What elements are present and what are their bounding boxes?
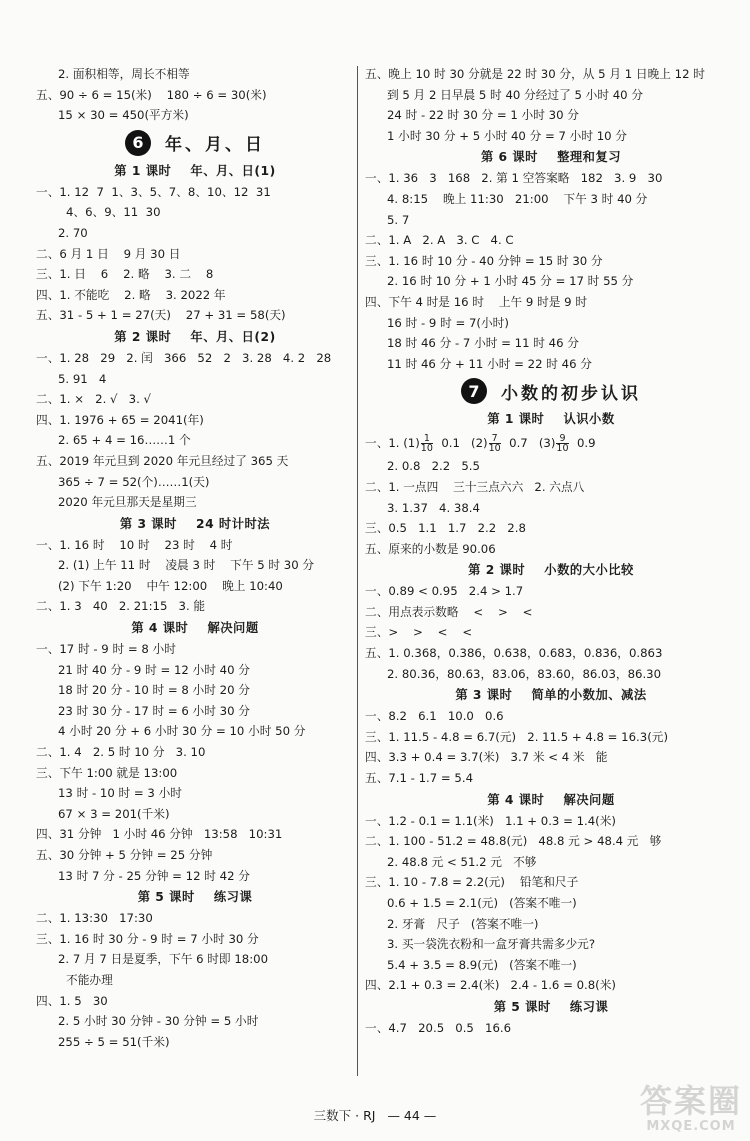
lesson-title: 第 1 课时 年、月、日(1) [114, 163, 276, 178]
answer-line: 五、原来的小数是 90.06 [365, 541, 496, 556]
book-code: 三数下 · RJ [313, 1108, 376, 1123]
unit-number-badge: 7 [461, 378, 487, 404]
answer-line: 2. 48.8 元 < 51.2 元 不够 [387, 854, 537, 869]
fraction-denominator: 10 [420, 443, 433, 455]
answer-line: 一、4.7 20.5 0.5 16.6 [365, 1020, 512, 1035]
lesson-title: 第 3 课时 简单的小数加、减法 [455, 688, 647, 703]
answer-line: 一、1.2 - 0.1 = 1.1(米) 1.1 + 0.3 = 1.4(米) [365, 813, 616, 828]
answer-line: 3. 1.37 4. 38.4 [387, 500, 480, 515]
fraction-line-text: 0.7 (3) [501, 436, 556, 451]
lesson-title: 第 5 课时 练习课 [137, 890, 253, 905]
lesson-title: 第 1 课时 认识小数 [487, 412, 615, 427]
fraction-denominator: 10 [556, 443, 569, 455]
answer-line: 2. 5 小时 30 分钟 - 30 分钟 = 5 小时 [58, 1014, 259, 1029]
answer-line: 三、0.5 1.1 1.7 2.2 2.8 [365, 521, 526, 536]
answer-line: 一、1. 36 3 168 2. 第 1 空答案略 182 3. 9 30 [365, 171, 663, 186]
answer-line: 5. 7 [387, 212, 410, 227]
fraction [489, 434, 501, 454]
fraction-answer-line [365, 430, 737, 456]
answer-line: 三、1. 16 时 10 分 - 40 分钟 = 15 时 30 分 [365, 253, 603, 268]
answer-line: 2. 80.36，80.63，83.06，83.60，86.03，86.30 [387, 666, 662, 681]
fraction [556, 434, 568, 454]
answer-line: 三、> > < < [365, 625, 473, 640]
answer-line: 255 ÷ 5 = 51(千米) [58, 1034, 170, 1049]
answer-line: 五、1. 0.368，0.386，0.638，0.683，0.836，0.863 [365, 646, 663, 661]
answer-line: 24 时 - 22 时 30 分 = 1 小时 30 分 [387, 108, 579, 123]
fraction-line-text: 0.9 [569, 436, 596, 451]
fraction-numerator: 9 [559, 432, 566, 444]
watermark-text: 答案圈 [639, 1082, 742, 1120]
fraction [421, 434, 433, 454]
answer-line: 二、1. 一点四 三十三点六六 2. 六点八 [365, 479, 585, 494]
answer-line: 五、2019 年元旦到 2020 年元旦经过了 365 天 [36, 453, 289, 468]
answer-line: 三、1. 11.5 - 4.8 = 6.7(元) 2. 11.5 + 4.8 = 16.3(元) [365, 729, 669, 744]
answer-line: 四、3.3 + 0.4 = 3.7(米) 3.7 米 < 4 米 能 [365, 750, 608, 765]
answer-line: 23 时 30 分 - 17 时 = 6 小时 30 分 [58, 703, 250, 718]
unit-title: 年、月、日 [165, 135, 265, 156]
answer-line: 2020 年元旦那天是星期三 [58, 495, 197, 510]
answer-line: 三、1. 10 - 7.8 = 2.2(元) 铅笔和尺子 [365, 875, 579, 890]
answer-line: 一、1. 28 29 2. 闰 366 52 2 3. 28 4. 2 28 [36, 350, 332, 365]
answer-line: 三、1. 16 时 30 分 - 9 时 = 7 小时 30 分 [36, 931, 259, 946]
fraction-denominator: 10 [488, 443, 501, 455]
answer-line: 4、6、9、11 30 [66, 205, 161, 220]
unit-7-header [365, 374, 737, 408]
answer-line: 二、用点表示数略 < > < [365, 604, 533, 619]
lesson-title: 第 4 课时 解决问题 [487, 792, 615, 807]
answer-line: 一、1. 12 7 1、3、5、7、8、10、12 31 [36, 184, 271, 199]
fraction-numerator: 1 [423, 432, 430, 444]
answer-line: 到 5 月 2 日早晨 5 时 40 分经过了 5 小时 40 分 [387, 87, 644, 102]
right-column [365, 64, 737, 1039]
answer-line: 一、8.2 6.1 10.0 0.6 [365, 709, 504, 724]
answer-line: 16 时 - 9 时 = 7(小时) [387, 315, 509, 330]
answer-line: 五、晚上 10 时 30 分就是 22 时 30 分，从 5 月 1 日晚上 12 时 [365, 67, 705, 81]
answer-line: 2. 面积相等，周长不相等 [58, 67, 190, 81]
answer-line: 二、1. 100 - 51.2 = 48.8(元) 48.8 元 > 48.4 元 够 [365, 834, 662, 849]
answer-line: 二、1. A 2. A 3. C 4. C [365, 233, 514, 248]
lesson-title: 第 4 课时 解决问题 [131, 621, 259, 636]
answer-line: 四、1. 1976 + 65 = 2041(年) [36, 412, 204, 427]
answer-line: 四、2.1 + 0.3 = 2.4(米) 2.4 - 1.6 = 0.8(米) [365, 978, 616, 993]
answer-line: 二、1. 13:30 17:30 [36, 911, 153, 926]
lesson-title: 第 2 课时 小数的大小比较 [468, 563, 634, 578]
fraction-line-text: 0.1 (2) [433, 436, 488, 451]
answer-line: 5.4 + 3.5 = 8.9(元) (答案不唯一) [387, 957, 577, 972]
answer-line: 五、90 ÷ 6 = 15(米) 180 ÷ 6 = 30(米) [36, 87, 267, 102]
watermark-url: MXQE.COM [646, 1119, 736, 1134]
answer-line: 四、1. 5 30 [36, 993, 108, 1008]
answer-line: 二、1. 4 2. 5 时 10 分 3. 10 [36, 745, 206, 760]
page-footer [0, 1106, 750, 1124]
answer-line: 2. 牙膏 尺子 (答案不唯一) [387, 916, 539, 931]
answer-line: 一、0.89 < 0.95 2.4 > 1.7 [365, 584, 524, 599]
column-divider [357, 66, 358, 1076]
answer-line: 四、1. 不能吃 2. 略 3. 2022 年 [36, 287, 226, 302]
answer-line: 一、1. 16 时 10 时 23 时 4 时 [36, 537, 233, 552]
answer-line: 三、下午 1:00 就是 13:00 [36, 765, 178, 780]
answer-line: 不能办理 [66, 972, 113, 987]
answer-line: 二、1. 3 40 2. 21:15 3. 能 [36, 599, 206, 614]
answer-line: 一、17 时 - 9 时 = 8 小时 [36, 642, 176, 657]
answer-line: 二、6 月 1 日 9 月 30 日 [36, 246, 181, 261]
answer-line: 18 时 46 分 - 7 小时 = 11 时 46 分 [387, 336, 579, 351]
answer-line: 15 × 30 = 450(平方米) [58, 108, 189, 123]
lesson-title: 第 2 课时 年、月、日(2) [114, 329, 276, 344]
answer-line: 五、30 分钟 + 5 分钟 = 25 分钟 [36, 848, 213, 862]
lesson-title: 第 6 课时 整理和复习 [480, 150, 622, 165]
answer-line: 五、7.1 - 1.7 = 5.4 [365, 771, 474, 786]
fraction-numerator: 7 [491, 432, 498, 444]
answer-line: 2. 0.8 2.2 5.5 [387, 459, 480, 474]
answer-line: 4. 8:15 晚上 11:30 21:00 下午 3 时 40 分 [387, 191, 648, 206]
answer-line: 2. (1) 上午 11 时 凌晨 3 时 下午 5 时 30 分 [58, 558, 315, 573]
answer-line: 五、31 - 5 + 1 = 27(天) 27 + 31 = 58(天) [36, 308, 286, 323]
answer-line: 11 时 46 分 + 11 小时 = 22 时 46 分 [387, 356, 592, 371]
answer-line: 0.6 + 1.5 = 2.1(元) (答案不唯一) [387, 896, 577, 910]
page-number: — 44 — [387, 1108, 437, 1123]
left-column [36, 64, 354, 1052]
answer-line: 2. 16 时 10 分 + 1 小时 45 分 = 17 时 55 分 [387, 274, 634, 289]
watermark-logo [640, 1083, 742, 1135]
answer-line: 5. 91 4 [58, 371, 107, 386]
lesson-title: 第 3 课时 24 时计时法 [119, 516, 271, 531]
answer-line: 4 小时 20 分 + 6 小时 30 分 = 10 小时 50 分 [58, 724, 306, 739]
answer-line: (2) 下午 1:20 中午 12:00 晚上 10:40 [58, 578, 283, 593]
answer-line: 3. 买一袋洗衣粉和一盒牙膏共需多少元? [387, 937, 596, 952]
answer-line: 四、下午 4 时是 16 时 上午 9 时是 9 时 [365, 294, 588, 309]
unit-title: 小数的初步认识 [501, 383, 641, 404]
answer-line: 13 时 - 10 时 = 3 小时 [58, 786, 182, 801]
answer-line: 365 ÷ 7 = 52(个)……1(天) [58, 474, 210, 489]
lesson-title: 第 5 课时 练习课 [493, 999, 609, 1014]
answer-line: 1 小时 30 分 + 5 小时 40 分 = 7 小时 10 分 [387, 128, 627, 143]
unit-number-badge: 6 [125, 130, 151, 156]
answer-line: 21 时 40 分 - 9 时 = 12 小时 40 分 [58, 662, 250, 677]
answer-line: 67 × 3 = 201(千米) [58, 806, 170, 821]
answer-line: 2. 7 月 7 日是夏季，下午 6 时即 18:00 [58, 952, 269, 967]
answer-line: 三、1. 日 6 2. 略 3. 二 8 [36, 267, 214, 282]
answer-line: 2. 70 [58, 225, 88, 240]
fraction-line-prefix: 一、1. (1) [365, 436, 420, 451]
answer-line: 2. 65 + 4 = 16……1 个 [58, 433, 191, 448]
answer-line: 二、1. × 2. √ 3. √ [36, 392, 151, 407]
unit-6-header [36, 126, 354, 160]
answer-line: 四、31 分钟 1 小时 46 分钟 13:58 10:31 [36, 827, 283, 842]
answer-line: 13 时 7 分 - 25 分钟 = 12 时 42 分 [58, 868, 250, 883]
answer-line: 18 时 20 分 - 10 时 = 8 小时 20 分 [58, 683, 250, 698]
